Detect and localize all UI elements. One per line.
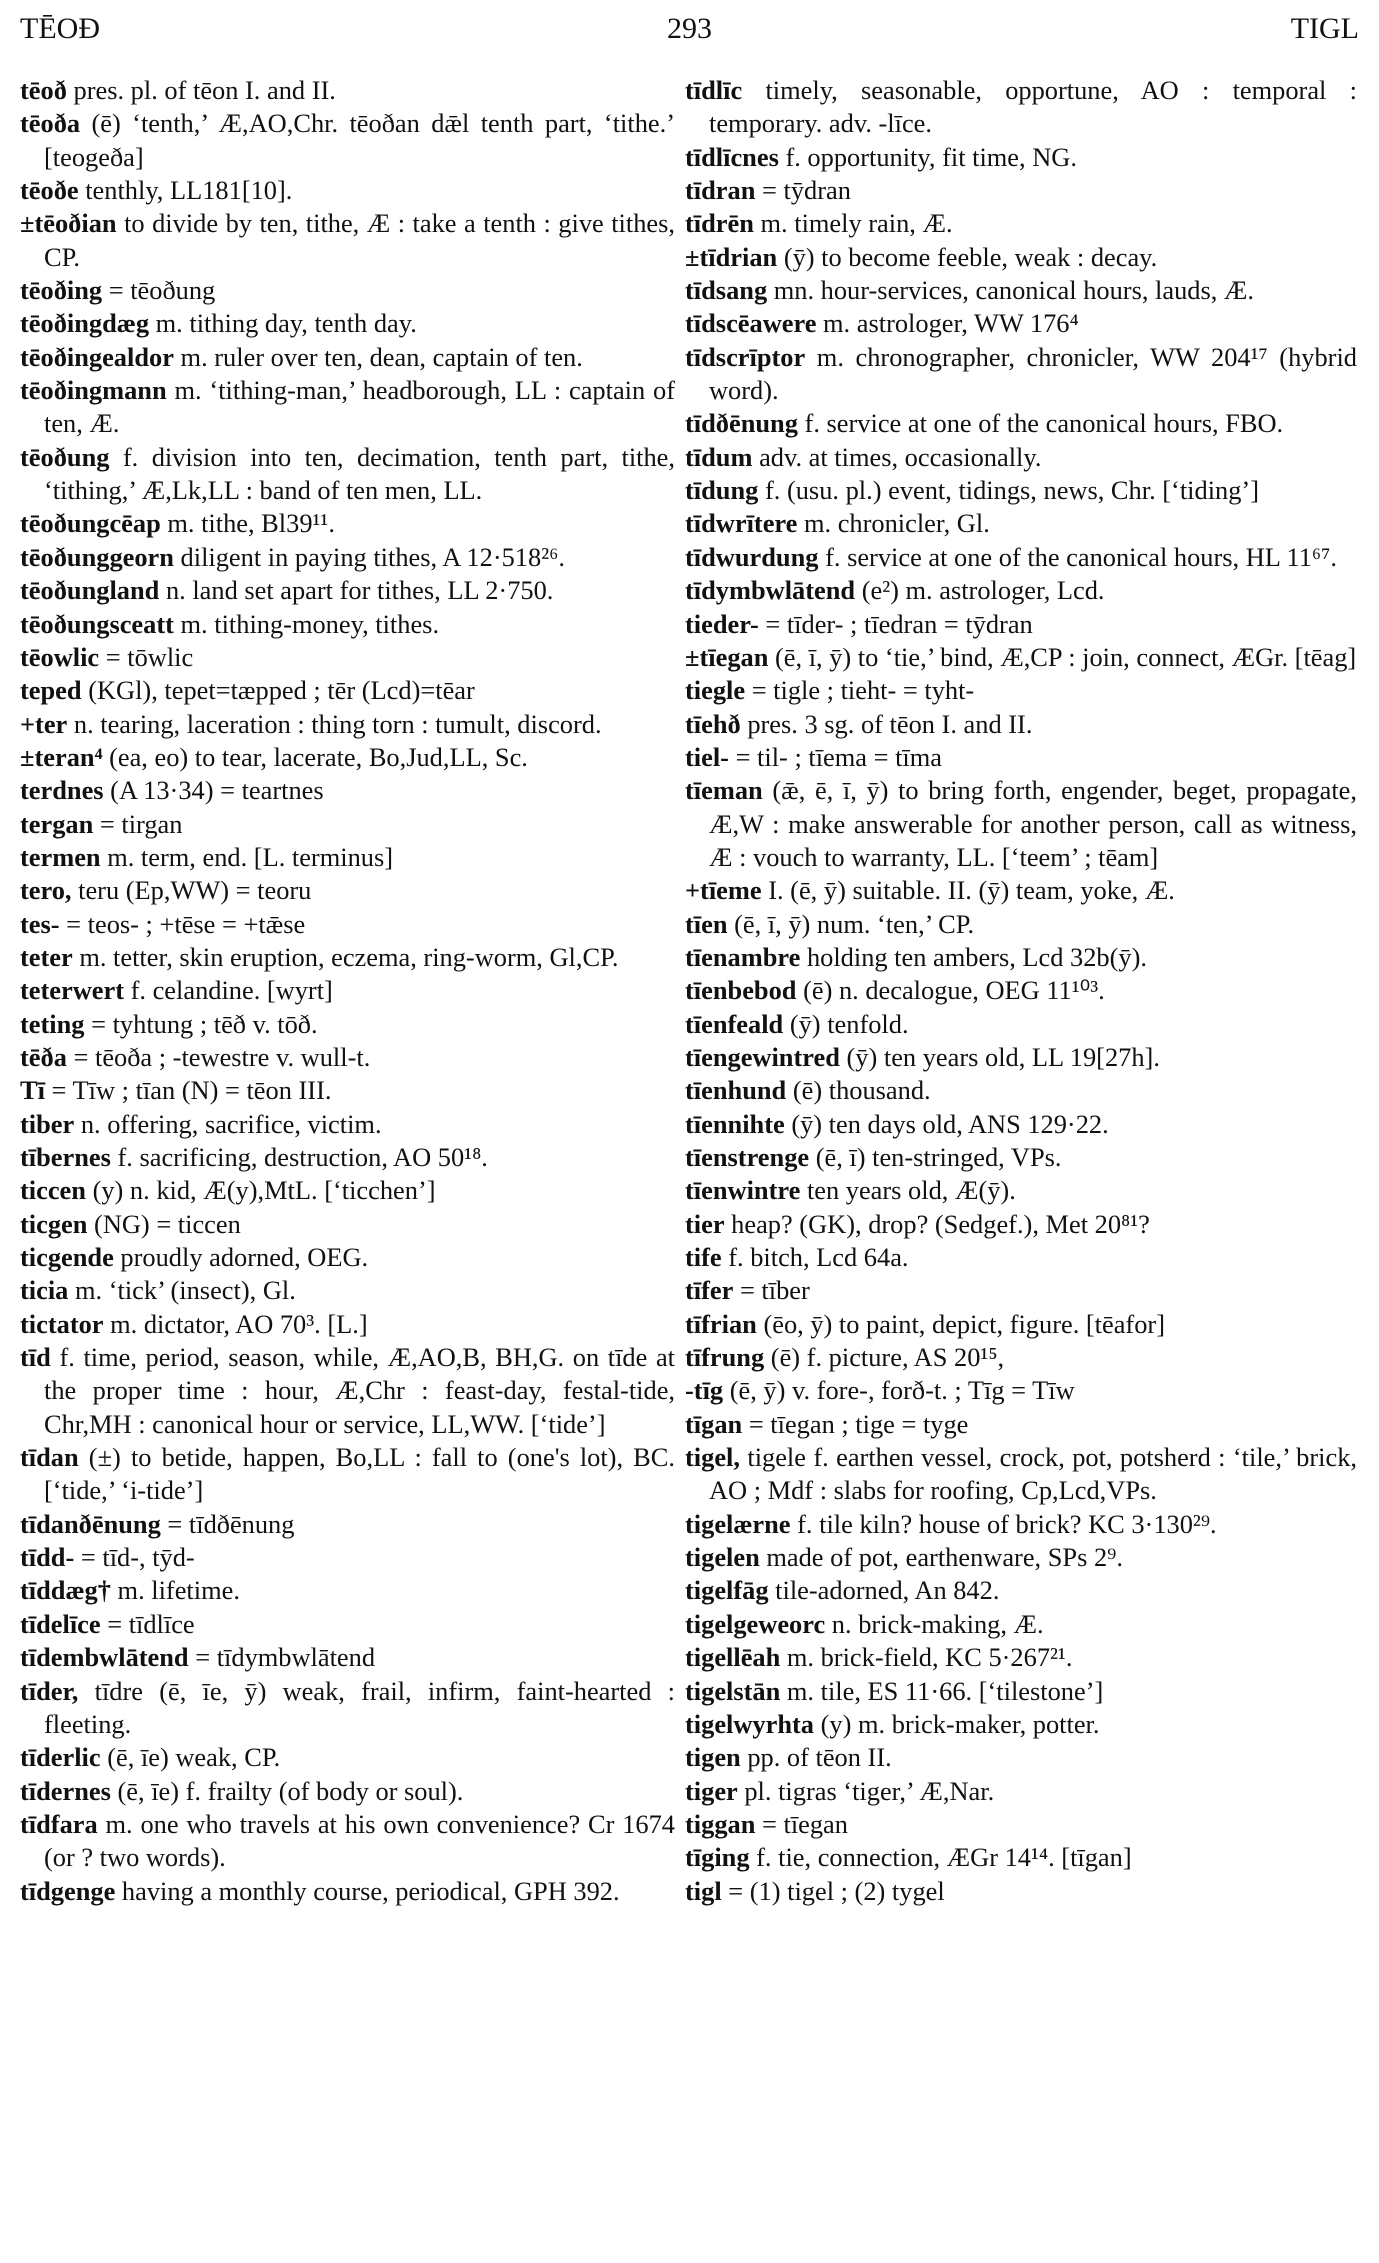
- entry-definition: f. service at one of the canonical hours, FBO.: [804, 408, 1284, 439]
- entry-headword: tēoða: [20, 108, 81, 139]
- dictionary-entry: [20, 708, 675, 741]
- entry-headword: ticgende: [20, 1242, 114, 1273]
- entry-headword: tīfrian: [685, 1308, 757, 1339]
- entry-headword: tēoðungsceatt: [20, 608, 174, 639]
- dictionary-entry: [20, 1208, 675, 1241]
- entry-definition: f. bitch, Lcd 64a.: [728, 1242, 909, 1273]
- entry-headword: ±teran⁴: [20, 741, 103, 772]
- dictionary-entry: [20, 1008, 675, 1041]
- entry-headword: ticia: [20, 1275, 69, 1306]
- dictionary-entry: [685, 1208, 1357, 1241]
- entry-definition: m. astrologer, WW 176⁴: [823, 308, 1079, 339]
- dictionary-entry: [20, 808, 675, 841]
- entry-headword: tīenhund: [685, 1075, 787, 1106]
- entry-definition: = til- ; tīema = tīma: [735, 741, 942, 772]
- entry-definition: diligent in paying tithes, A 12·518²⁶.: [180, 541, 565, 572]
- entry-headword: tēoð: [20, 75, 67, 105]
- dictionary-entry: [20, 1608, 675, 1641]
- dictionary-entry: [20, 1308, 675, 1341]
- entry-headword: tiber: [20, 1108, 75, 1139]
- entry-headword: tīdðēnung: [685, 408, 798, 439]
- entry-definition: m. tetter, skin eruption, eczema, ring-worm, Gl,CP.: [79, 941, 619, 972]
- entry-definition: to divide by ten, tithe, Æ : take a tenth : give tithes, CP.: [44, 208, 675, 272]
- entry-headword: tīdscēawere: [685, 308, 817, 339]
- entry-definition: (ȳ) ten years old, LL 19[27h].: [846, 1041, 1160, 1072]
- dictionary-entry: [685, 74, 1357, 141]
- entry-definition: pres. pl. of tēon I. and II.: [73, 75, 336, 105]
- entry-definition: f. time, period, season, while, Æ,AO,B, BH,G. on tīde at the proper time : hour, Æ,Chr : feast-day, festal-tide, Chr,MH : canonical hour or service, LL,WW. [‘tide’]: [44, 1342, 675, 1439]
- entry-headword: tīdung: [685, 475, 759, 506]
- entry-headword: tigellēah: [685, 1642, 781, 1673]
- header-left-guide-word: TĒOÐ: [20, 12, 100, 45]
- entry-definition: (ē) n. decalogue, OEG 11¹⁰³.: [803, 975, 1105, 1006]
- entry-headword: tēoðe: [20, 175, 79, 206]
- dictionary-entry: [685, 1108, 1357, 1141]
- dictionary-entry: [20, 341, 675, 374]
- entry-headword: tēoðing: [20, 275, 103, 306]
- dictionary-entry: [685, 141, 1357, 174]
- entry-headword: tīderlic: [20, 1742, 101, 1773]
- entry-headword: tīeman: [685, 775, 763, 806]
- entry-headword: tīengewintred: [685, 1041, 840, 1072]
- entry-definition: = tīegan ; tige = tyge: [748, 1408, 969, 1439]
- entry-headword: tīder,: [20, 1675, 79, 1706]
- entry-definition: f. opportunity, fit time, NG.: [785, 141, 1077, 172]
- dictionary-entry: [20, 307, 675, 340]
- entry-definition: f. (usu. pl.) event, tidings, news, Chr. [‘tiding’]: [764, 475, 1259, 506]
- dictionary-entry: [685, 1274, 1357, 1307]
- entry-headword: tīenstrenge: [685, 1142, 810, 1172]
- entry-headword: tēoðunggeorn: [20, 541, 174, 572]
- entry-headword: tigel,: [685, 1442, 740, 1473]
- entry-definition: = tēoða ; -tewestre v. wull-t.: [73, 1041, 371, 1072]
- entry-definition: f. service at one of the canonical hours, HL 11⁶⁷.: [825, 541, 1337, 572]
- dictionary-entry: [685, 741, 1357, 774]
- dictionary-entry: [685, 1574, 1357, 1607]
- entry-definition: (ē, ī, ȳ) to ‘tie,’ bind, Æ,CP : join, connect, ÆGr. [tēag]: [775, 641, 1357, 672]
- dictionary-entry: [685, 1508, 1357, 1541]
- dictionary-entry: [20, 641, 675, 674]
- entry-headword: tiggan: [685, 1808, 756, 1839]
- dictionary-entry: [685, 974, 1357, 1007]
- entry-definition: (e²) m. astrologer, Lcd.: [861, 575, 1105, 606]
- dictionary-entry: [685, 1008, 1357, 1041]
- dictionary-entry: [685, 1441, 1357, 1508]
- dictionary-entry: [685, 1775, 1357, 1808]
- entry-definition: = tīegan: [762, 1808, 848, 1839]
- entry-definition: m. tithing day, tenth day.: [155, 308, 417, 339]
- entry-headword: tigelgeweorc: [685, 1608, 826, 1639]
- entry-headword: tero,: [20, 875, 72, 906]
- entry-headword: tībernes: [20, 1142, 111, 1172]
- entry-definition: tile-adorned, An 842.: [775, 1575, 1000, 1606]
- entry-headword: tēða: [20, 1041, 67, 1072]
- entry-headword: tīenfeald: [685, 1008, 784, 1039]
- left-column: [20, 74, 675, 1908]
- entry-headword: tīdymbwlātend: [685, 575, 856, 606]
- entry-headword: tīdfara: [20, 1808, 98, 1839]
- dictionary-entry: [20, 1875, 675, 1908]
- entry-headword: tiegle: [685, 675, 746, 706]
- dictionary-entry: [20, 874, 675, 907]
- entry-definition: (y) m. brick-maker, potter.: [820, 1708, 1100, 1739]
- dictionary-entry: [20, 507, 675, 540]
- entry-headword: tēoðingdæg: [20, 308, 150, 339]
- entry-headword: +ter: [20, 708, 68, 739]
- entry-definition: f. division into ten, decimation, tenth part, tithe, ‘tithing,’ Æ,Lk,LL : band of ten men, LL.: [44, 441, 675, 506]
- dictionary-entry: [20, 908, 675, 941]
- entry-definition: = tōwlic: [105, 641, 194, 672]
- dictionary-entry: [20, 674, 675, 707]
- dictionary-entry: [20, 941, 675, 974]
- dictionary-entry: [20, 1108, 675, 1141]
- entry-definition: (ē, ī, ȳ) num. ‘ten,’ CP.: [734, 908, 975, 939]
- entry-definition: m. one who travels at his own convenience? Cr 1674 (or ? two words).: [44, 1808, 675, 1873]
- dictionary-entry: [685, 274, 1357, 307]
- dictionary-entry: [20, 1441, 675, 1508]
- dictionary-entry: [685, 1741, 1357, 1774]
- entry-headword: tergan: [20, 808, 94, 839]
- entry-headword: -tīg: [685, 1375, 724, 1406]
- dictionary-entry: [685, 674, 1357, 707]
- entry-headword: tigelen: [685, 1542, 760, 1573]
- dictionary-entry: [685, 541, 1357, 574]
- entry-definition: (y) n. kid, Æ(y),MtL. [‘ticchen’]: [92, 1175, 436, 1206]
- entry-definition: made of pot, earthenware, SPs 2⁹.: [766, 1542, 1123, 1573]
- entry-definition: f. celandine. [wyrt]: [130, 975, 333, 1006]
- dictionary-entry: [20, 1741, 675, 1774]
- entry-definition: m. brick-field, KC 5·267²¹.: [786, 1642, 1073, 1673]
- entry-headword: tīen: [685, 908, 728, 939]
- entry-definition: f. tile kiln? house of brick? KC 3·130²⁹.: [797, 1508, 1217, 1539]
- dictionary-entry: [20, 841, 675, 874]
- entry-definition: (ȳ) tenfold.: [789, 1008, 909, 1039]
- entry-headword: tictator: [20, 1308, 104, 1339]
- entry-headword: tīenambre: [685, 941, 801, 972]
- dictionary-entry: [685, 507, 1357, 540]
- entry-headword: tīdsang: [685, 275, 768, 306]
- dictionary-entry: [685, 341, 1357, 408]
- entry-definition: = tīder- ; tīedran = tȳdran: [765, 608, 1033, 639]
- entry-headword: tīennihte: [685, 1108, 785, 1139]
- dictionary-entry: [20, 1174, 675, 1207]
- entry-definition: = tīdðēnung: [167, 1508, 295, 1539]
- entry-headword: tieder-: [685, 608, 759, 639]
- entry-headword: Tī: [20, 1075, 45, 1106]
- entry-headword: tēoðingmann: [20, 375, 167, 406]
- dictionary-entry: [20, 1808, 675, 1875]
- dictionary-entry: [20, 107, 675, 174]
- entry-headword: tīfrung: [685, 1342, 765, 1373]
- entry-headword: tife: [685, 1242, 722, 1273]
- entry-definition: = tirgan: [99, 808, 183, 839]
- entry-headword: tēoðingealdor: [20, 341, 174, 372]
- entry-definition: = tīdymbwlātend: [195, 1642, 376, 1673]
- dictionary-entry: [20, 541, 675, 574]
- dictionary-entry: [685, 1308, 1357, 1341]
- right-column: [685, 74, 1357, 1908]
- entry-definition: m. ruler over ten, dean, captain of ten.: [180, 341, 583, 372]
- entry-definition: tīdre (ē, īe, ȳ) weak, frail, infirm, faint-hearted : fleeting.: [44, 1675, 675, 1739]
- entry-definition: pres. 3 sg. of tēon I. and II.: [747, 708, 1033, 739]
- dictionary-entry: [685, 908, 1357, 941]
- entry-headword: tīgan: [685, 1408, 743, 1439]
- header-right-guide-word: TIGL: [1290, 12, 1359, 45]
- page-header: [20, 8, 1359, 58]
- dictionary-entry: [685, 1808, 1357, 1841]
- entry-definition: = (1) tigel ; (2) tygel: [728, 1875, 945, 1906]
- dictionary-entry: [685, 1875, 1357, 1908]
- entry-headword: tigelwyrhta: [685, 1708, 814, 1739]
- entry-definition: (ēo, ȳ) to paint, depict, figure. [tēafor]: [763, 1308, 1165, 1339]
- entry-definition: = teos- ; +tēse = +tǣse: [66, 908, 306, 939]
- entry-definition: (NG) = ticcen: [94, 1208, 241, 1239]
- entry-definition: m. dictator, AO 70³. [L.]: [110, 1308, 368, 1339]
- entry-definition: m. tithing-money, tithes.: [180, 608, 440, 639]
- entry-headword: tīdgenge: [20, 1875, 116, 1906]
- entry-headword: tigen: [685, 1742, 741, 1773]
- dictionary-entry: [685, 608, 1357, 641]
- dictionary-entry: [685, 1074, 1357, 1107]
- entry-headword: tīenwintre: [685, 1175, 801, 1206]
- entry-headword: tēowlic: [20, 641, 100, 672]
- entry-definition: = tēoðung: [108, 275, 216, 306]
- entry-definition: ten years old, Æ(ȳ).: [806, 1175, 1016, 1206]
- entry-definition: (ē) f. picture, AS 20¹⁵,: [770, 1342, 1005, 1373]
- entry-definition: mn. hour-services, canonical hours, lauds, Æ.: [773, 275, 1255, 306]
- dictionary-entry: [20, 374, 675, 441]
- entry-definition: teru (Ep,WW) = teoru: [78, 875, 312, 906]
- dictionary-entry: [685, 1241, 1357, 1274]
- entry-headword: teterwert: [20, 975, 124, 1006]
- entry-headword: termen: [20, 841, 101, 872]
- entry-headword: teped: [20, 675, 82, 706]
- entry-definition: n. land set apart for tithes, LL 2·750.: [165, 575, 554, 606]
- entry-headword: tīdscrīptor: [685, 341, 806, 372]
- entry-headword: tīging: [685, 1842, 750, 1873]
- dictionary-entry: [685, 641, 1357, 674]
- entry-definition: (ē, ī) ten-stringed, VPs.: [815, 1142, 1062, 1172]
- entry-headword: tīdd-: [20, 1542, 75, 1573]
- dictionary-entry: [685, 1041, 1357, 1074]
- entry-headword: tigl: [685, 1875, 722, 1906]
- dictionary-entry: [20, 1574, 675, 1607]
- entry-definition: m. term, end. [L. terminus]: [107, 841, 394, 872]
- dictionary-entry: [685, 1541, 1357, 1574]
- dictionary-entry: [685, 874, 1357, 907]
- entry-definition: n. tearing, laceration : thing torn : tumult, discord.: [73, 708, 602, 739]
- entry-headword: tiel-: [685, 741, 729, 772]
- entry-definition: (ȳ) ten days old, ANS 129·22.: [791, 1108, 1109, 1139]
- dictionary-entry: [685, 1374, 1357, 1407]
- dictionary-entry: [20, 1341, 675, 1441]
- dictionary-entry: [20, 74, 675, 107]
- entry-headword: ticgen: [20, 1208, 88, 1239]
- entry-definition: holding ten ambers, Lcd 32b(ȳ).: [806, 941, 1148, 972]
- dictionary-entry: [685, 307, 1357, 340]
- entry-definition: (ea, eo) to tear, lacerate, Bo,Jud,LL, Sc.: [109, 741, 528, 772]
- entry-headword: tīehð: [685, 708, 741, 739]
- entry-definition: (KGl), tepet=tæpped ; tēr (Lcd)=tēar: [88, 675, 475, 706]
- entry-definition: (ǣ, ē, ī, ȳ) to bring forth, engender, beget, propagate, Æ,W : make answerable for another person, call as witness, Æ : vouch to warranty, LL. [‘teem’ ; tēam]: [709, 775, 1357, 872]
- dictionary-entry: [20, 1541, 675, 1574]
- entry-headword: tēoðungcēap: [20, 508, 161, 539]
- dictionary-entry: [685, 207, 1357, 240]
- entry-headword: tīenbebod: [685, 975, 797, 1006]
- entry-definition: (ē, ȳ) v. fore-, forð-t. ; Tīg = Tīw: [729, 1375, 1075, 1406]
- entry-headword: tīdrēn: [685, 208, 754, 239]
- entry-headword: tigelfāg: [685, 1575, 769, 1606]
- entry-definition: = tīber: [739, 1275, 810, 1306]
- entry-definition: m. tithe, Bl39¹¹.: [167, 508, 335, 539]
- entry-definition: adv. at times, occasionally.: [759, 441, 1042, 472]
- page-number: 293: [667, 12, 712, 45]
- entry-definition: n. brick-making, Æ.: [831, 1608, 1044, 1639]
- entry-definition: having a monthly course, periodical, GPH 392.: [121, 1875, 620, 1906]
- entry-headword: teting: [20, 1008, 85, 1039]
- entry-definition: m. ‘tithing-man,’ headborough, LL : captain of ten, Æ.: [44, 375, 675, 439]
- dictionary-entry: [20, 608, 675, 641]
- dictionary-entry: [685, 1675, 1357, 1708]
- entry-headword: tēoðung: [20, 441, 110, 472]
- entry-definition: = tīd-, tȳd-: [80, 1542, 195, 1573]
- entry-definition: heap? (GK), drop? (Sedgef.), Met 20⁸¹?: [731, 1208, 1150, 1239]
- entry-definition: tigele f. earthen vessel, crock, pot, potsherd : ‘tile,’ brick, AO ; Mdf : slabs for roofing, Cp,Lcd,VPs.: [709, 1442, 1357, 1506]
- entry-headword: tīdanðēnung: [20, 1508, 161, 1539]
- entry-headword: tigelærne: [685, 1508, 791, 1539]
- entry-headword: ±tīegan: [685, 641, 769, 672]
- dictionary-entry: [20, 774, 675, 807]
- entry-definition: = tigle ; tieht- = tyht-: [751, 675, 975, 706]
- entry-headword: +tīeme: [685, 875, 762, 906]
- dictionary-entry: [20, 1675, 675, 1742]
- entry-headword: tīdembwlātend: [20, 1642, 189, 1673]
- entry-definition: (ē, īe) f. frailty (of body or soul).: [117, 1775, 464, 1806]
- entry-definition: proudly adorned, OEG.: [120, 1242, 369, 1273]
- entry-headword: ticcen: [20, 1175, 86, 1206]
- entry-headword: tēoðungland: [20, 575, 160, 606]
- entry-headword: tes-: [20, 908, 60, 939]
- dictionary-entry: [685, 941, 1357, 974]
- entry-headword: tīdran: [685, 175, 756, 206]
- dictionary-entry: [685, 1141, 1357, 1174]
- entry-definition: (ē, īe) weak, CP.: [107, 1742, 281, 1773]
- entry-headword: ±tēoðian: [20, 208, 117, 239]
- dictionary-entry: [20, 574, 675, 607]
- dictionary-entry: [20, 1274, 675, 1307]
- dictionary-entry: [685, 441, 1357, 474]
- entry-headword: tier: [685, 1208, 725, 1239]
- entry-headword: tīdwurdung: [685, 541, 819, 572]
- dictionary-entry: [20, 207, 675, 274]
- dictionary-entry: [20, 174, 675, 207]
- dictionary-entry: [20, 974, 675, 1007]
- entry-headword: tīdlīc: [685, 75, 743, 105]
- entry-definition: m. chronicler, Gl.: [803, 508, 990, 539]
- entry-headword: tīdum: [685, 441, 753, 472]
- dictionary-entry: [685, 174, 1357, 207]
- entry-definition: = Tīw ; tīan (N) = tēon III.: [51, 1075, 332, 1106]
- dictionary-entry: [20, 741, 675, 774]
- dictionary-entry: [20, 1074, 675, 1107]
- entry-definition: m. ‘tick’ (insect), Gl.: [74, 1275, 296, 1306]
- entry-definition: (ȳ) to become feeble, weak : decay.: [783, 241, 1158, 272]
- entry-headword: teter: [20, 941, 73, 972]
- entry-definition: = tīdlīce: [107, 1608, 195, 1639]
- entry-headword: tīddæg†: [20, 1575, 111, 1606]
- entry-definition: (±) to betide, happen, Bo,LL : fall to (one's lot), BC. [‘tide,’ ‘i-tide’]: [44, 1442, 675, 1506]
- entry-headword: tigelstān: [685, 1675, 781, 1706]
- entry-definition: tenthly, LL181[10].: [85, 175, 293, 206]
- entry-definition: pp. of tēon II.: [747, 1742, 892, 1773]
- entry-definition: f. sacrificing, destruction, AO 50¹⁸.: [117, 1142, 488, 1172]
- dictionary-entry: [685, 407, 1357, 440]
- dictionary-entry: [685, 774, 1357, 874]
- entry-headword: tīfer: [685, 1275, 734, 1306]
- entry-definition: (A 13·34) = teartnes: [110, 775, 324, 806]
- dictionary-entry: [20, 1508, 675, 1541]
- entry-headword: tīd: [20, 1342, 51, 1373]
- entry-definition: I. (ē, ȳ) suitable. II. (ȳ) team, yoke, Æ.: [768, 875, 1175, 906]
- dictionary-entry: [685, 708, 1357, 741]
- entry-headword: tiger: [685, 1775, 738, 1806]
- dictionary-entry: [685, 1841, 1357, 1874]
- entry-definition: pl. tigras ‘tiger,’ Æ,Nar.: [744, 1775, 995, 1806]
- dictionary-entry: [685, 574, 1357, 607]
- entry-definition: f. tie, connection, ÆGr 14¹⁴. [tīgan]: [756, 1842, 1132, 1873]
- dictionary-entry: [685, 1708, 1357, 1741]
- entry-headword: tīdernes: [20, 1775, 111, 1806]
- entry-definition: m. timely rain, Æ.: [760, 208, 953, 239]
- dictionary-entry: [685, 241, 1357, 274]
- entry-definition: = tyhtung ; tēð v. tōð.: [91, 1008, 318, 1039]
- dictionary-entry: [20, 1041, 675, 1074]
- dictionary-entry: [20, 1641, 675, 1674]
- entry-headword: ±tīdrian: [685, 241, 778, 272]
- dictionary-entry: [685, 1608, 1357, 1641]
- dictionary-entry: [20, 1141, 675, 1174]
- entry-headword: tīdwrītere: [685, 508, 798, 539]
- entry-definition: timely, seasonable, opportune, AO : temporal : temporary. adv. -līce.: [709, 75, 1357, 139]
- dictionary-entry: [20, 1775, 675, 1808]
- dictionary-entry: [685, 1174, 1357, 1207]
- dictionary-entry: [20, 441, 675, 508]
- entry-definition: (ē) ‘tenth,’ Æ,AO,Chr. tēoðan dǣl tenth part, ‘tithe.’ [teogeða]: [44, 108, 675, 172]
- entry-headword: tīdelīce: [20, 1608, 101, 1639]
- entry-definition: m. lifetime.: [117, 1575, 240, 1606]
- entry-definition: = tȳdran: [762, 175, 851, 206]
- entry-definition: m. chronographer, chronicler, WW 204¹⁷ (hybrid word).: [709, 341, 1357, 406]
- entry-definition: n. offering, sacrifice, victim.: [80, 1108, 382, 1139]
- dictionary-entry: [685, 1641, 1357, 1674]
- entry-definition: (ē) thousand.: [792, 1075, 931, 1106]
- dictionary-entry: [685, 1341, 1357, 1374]
- dictionary-entry: [20, 274, 675, 307]
- entry-definition: m. tile, ES 11·66. [‘tilestone’]: [786, 1675, 1104, 1706]
- entry-headword: tīdan: [20, 1442, 79, 1473]
- dictionary-entry: [20, 1241, 675, 1274]
- dictionary-entry: [685, 1408, 1357, 1441]
- entry-headword: tīdlīcnes: [685, 141, 779, 172]
- dictionary-entry: [685, 474, 1357, 507]
- entry-headword: terdnes: [20, 775, 104, 806]
